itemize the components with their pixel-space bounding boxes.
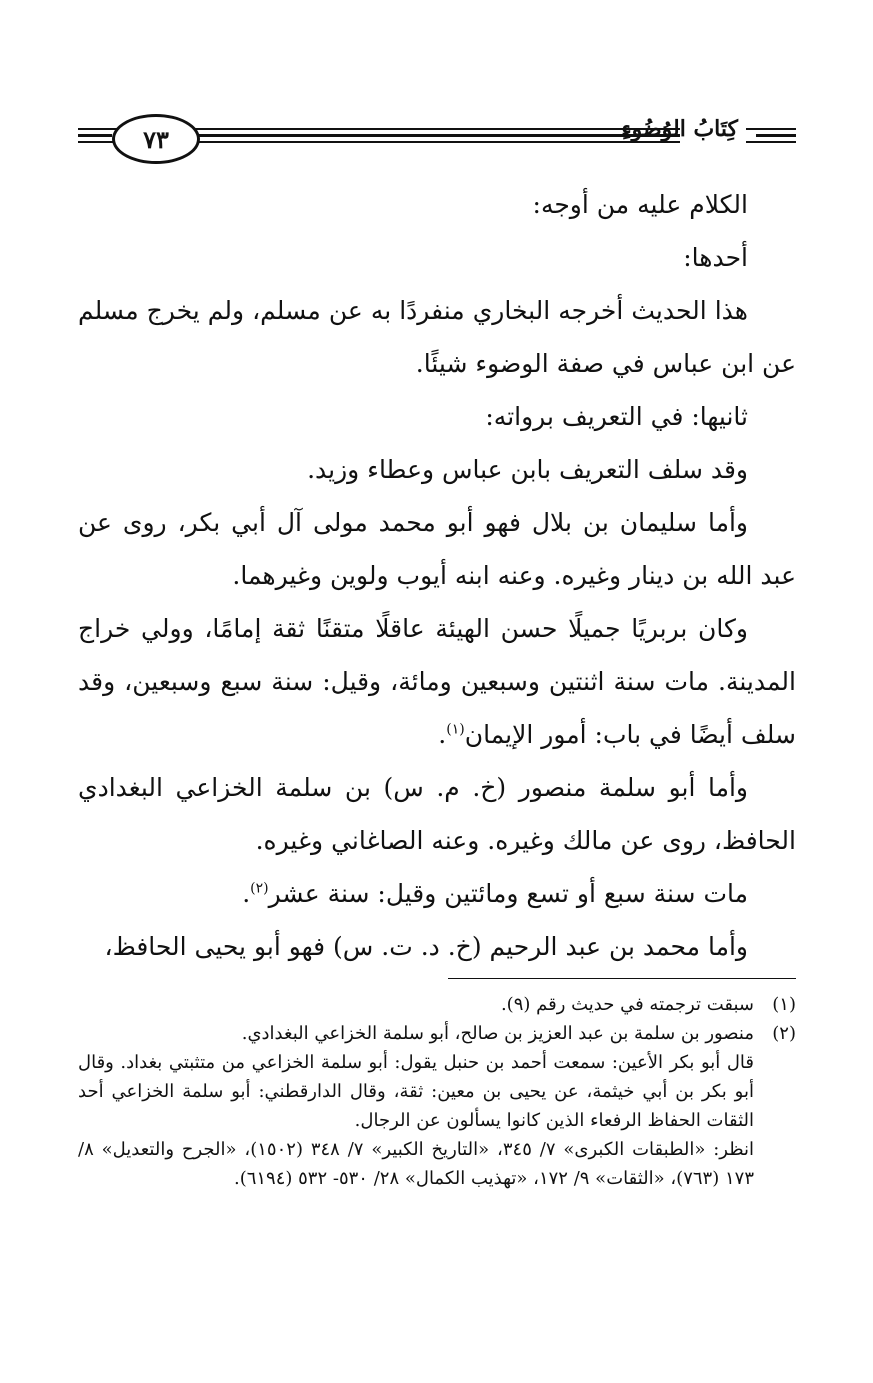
paragraph-text: وكان بربريًا جميلًا حسن الهيئة عاقلًا متقنًا ثقة إمامًا، وولي خراج المدينة. مات سنة اثنتين وسبعين ومائة، وقيل: سنة سبع وسبعين، وقد سلف أيضًا في باب: أمور الإيمان — [78, 614, 796, 749]
header-rule — [746, 141, 796, 143]
footnote-text — [78, 1019, 754, 1193]
footnote-ref[interactable]: (١) — [446, 721, 465, 738]
main-text — [78, 178, 796, 973]
footnote-number: (٢) — [772, 1023, 796, 1044]
footnote-line: سبقت ترجمته في حديث رقم (٩). — [500, 994, 754, 1015]
paragraph: أحدها: — [683, 243, 748, 272]
paragraph — [78, 602, 796, 761]
paragraph: وأما أبو سلمة منصور (خ. م. س) بن سلمة الخزاعي البغدادي الحافظ، روى عن مالك وغيره. وعنه الصاغاني وغيره. — [78, 773, 796, 855]
header-rule — [190, 128, 680, 130]
header-rule — [756, 134, 796, 137]
header-rule — [746, 128, 796, 130]
footnote-line: منصور بن سلمة بن عبد العزيز بن صالح، أبو سلمة الخزاعي البغدادي. — [241, 1023, 754, 1044]
paragraph-end: . — [242, 879, 251, 908]
page-number-badge — [112, 114, 200, 164]
paragraph — [78, 867, 796, 920]
footnote-text — [78, 990, 754, 1019]
header-rule — [190, 134, 680, 137]
running-title: كِتَابُ الوُضُوءِ — [621, 116, 738, 142]
paragraph: وقد سلف التعريف بابن عباس وعطاء وزيد. — [307, 455, 748, 484]
paragraph-text: مات سنة سبع أو تسع ومائتين وقيل: سنة عشر — [268, 879, 748, 908]
paragraph-end: . — [438, 720, 447, 749]
paragraph: وأما محمد بن عبد الرحيم (خ. د. ت. س) فهو أبو يحيى الحافظ، — [104, 932, 748, 961]
footnote-line: قال أبو بكر الأعين: سمعت أحمد بن حنبل يقول: أبو سلمة الخزاعي من متثبتي بغداد. وقال أبو بكر بن أبي خيثمة، عن يحيى بن معين: ثقة، وقال الدارقطني: أبو سلمة الخزاعي أحد الثقات الحفاظ الرفعاء الذين كانوا يسألون عن الرجال. — [78, 1052, 754, 1131]
page-number: ٧٣ — [143, 124, 169, 154]
paragraph: وأما سليمان بن بلال فهو أبو محمد مولى آل أبي بكر، روى عن عبد الله بن دينار وغيره. وعنه ابنه أيوب ولوين وغيرهما. — [78, 508, 796, 590]
paragraph: هذا الحديث أخرجه البخاري منفردًا به عن مسلم، ولم يخرج مسلم عن ابن عباس في صفة الوضوء شيئًا. — [78, 296, 796, 378]
footnote — [78, 1019, 796, 1193]
paragraph: الكلام عليه من أوجه: — [532, 190, 748, 219]
footnotes — [78, 990, 796, 1193]
footnote-line: انظر: «الطبقات الكبرى» ٧/ ٣٤٥، «التاريخ الكبير» ٧/ ٣٤٨ (١٥٠٢)، «الجرح والتعديل» ٨/ ١٧٣ (٧٦٣)، «الثقات» ٩/ ١٧٢، «تهذيب الكمال» ٢٨/ ٥٣٠- ٥٣٢ (٦١٩٤). — [78, 1139, 754, 1189]
footnote-separator — [448, 978, 796, 979]
page-header — [78, 112, 796, 164]
paragraph: ثانيها: في التعريف برواته: — [485, 402, 748, 431]
footnote-ref[interactable]: (٢) — [250, 880, 269, 897]
footnote — [78, 990, 796, 1019]
header-rule — [190, 141, 680, 143]
footnote-number: (١) — [772, 994, 796, 1015]
header-rule — [78, 134, 112, 137]
